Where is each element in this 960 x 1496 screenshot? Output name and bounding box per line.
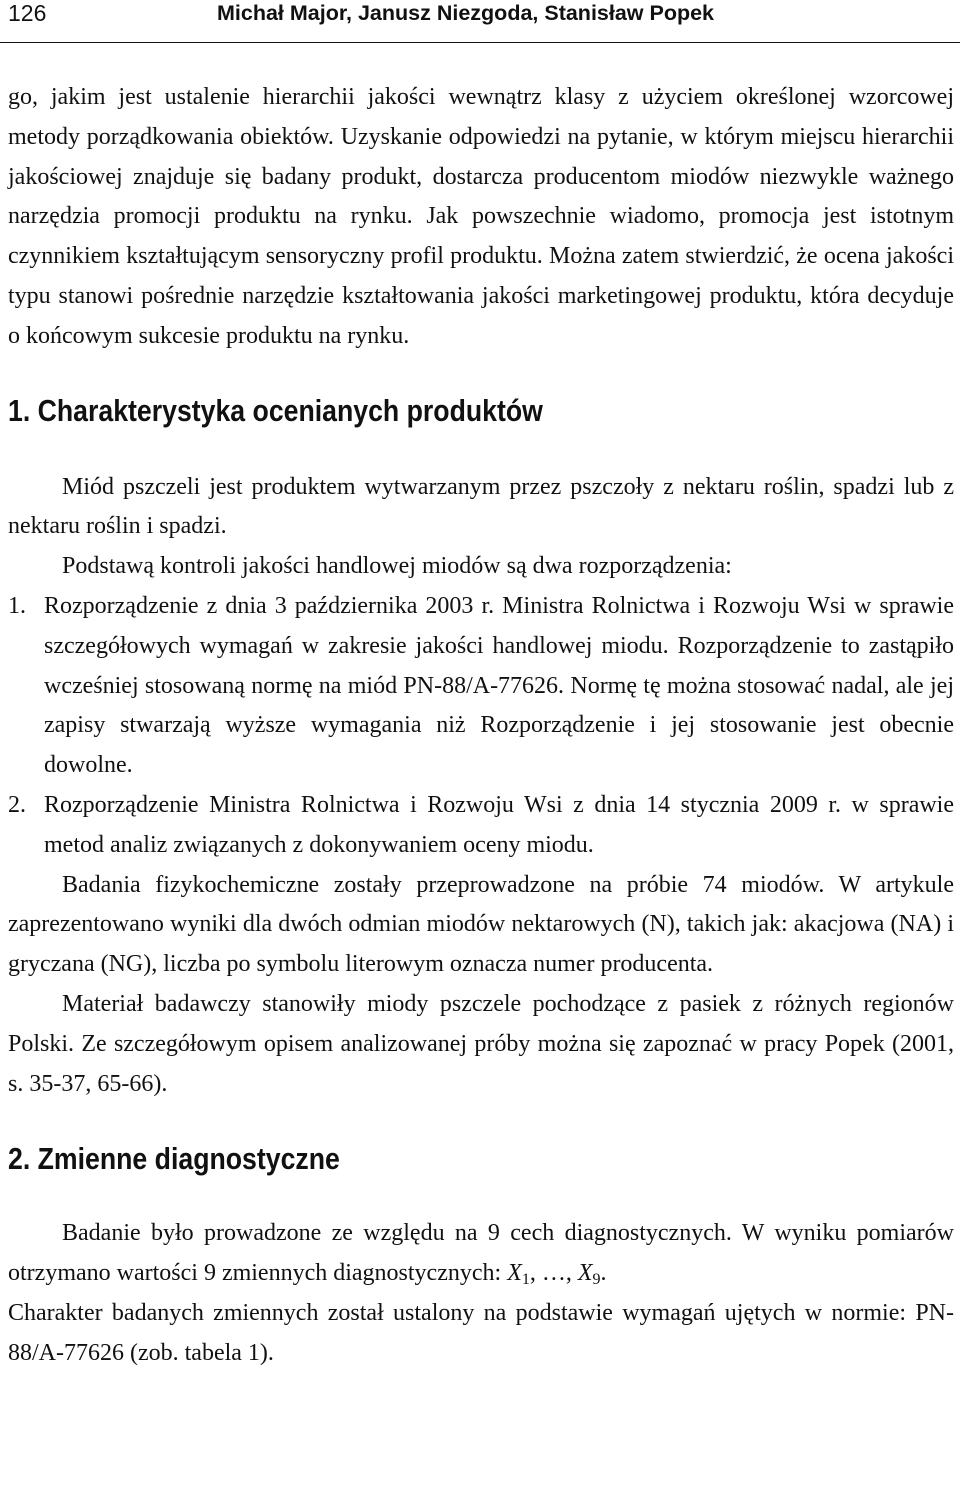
- page-number: 126: [8, 0, 47, 26]
- section-1-paragraph-1: Miód pszczeli jest produktem wytwarzanym przez pszczoły z nektaru roślin, spadzi lub z nektaru roślin i spadzi.: [8, 473, 954, 540]
- list-item-text: Rozporządzenie z dnia 3 października 2003 r. Ministra Rolnictwa i Rozwoju Wsi w sprawie szczegółowych wymagań w zakresie jakości handlowej miodu. Rozporządzenie to zastąpiło wcześniej stosowaną normę na miód PN-88/A-77626. Normę tę można stosować nadal, ale jej zapisy stwarzają wyższe wymagania niż Rozporządzenie i jej stosowanie jest obecnie dowolne.: [44, 592, 954, 779]
- section-2-paragraph-1-text: Badanie było prowadzone ze względu na 9 cech diagnostycznych. W wyniku pomiarów otrzymano wartości 9 zmiennych diagnostycznych:: [8, 1220, 954, 1287]
- section-1-paragraph-2: Podstawą kontroli jakości handlowej miodów są dwa rozporządzenia:: [62, 553, 732, 580]
- section-2-heading: 2. Zmienne diagnostyczne: [8, 1141, 340, 1177]
- regulations-list: [8, 587, 954, 866]
- intro-paragraph: go, jakim jest ustalenie hierarchii jakości wewnątrz klasy z użyciem określonej wzorcowej metody porządkowania obiektów. Uzyskanie odpowiedzi na pytanie, w którym miejscu hierarchii jakościowej znajduje się badany produkt, dostarcza producentom miodów niezwykle ważnego narzędzia promocji produktu na rynku. Jak powszechnie wiadomo, promocja jest istotnym czynnikiem kształtującym sensoryczny profil produktu. Można zatem stwierdzić, że ocena jakości typu stanowi pośrednie narzędzie kształtowania jakości marketingowej produktu, która decyduje o końcowym sukcesie produktu na rynku.: [8, 84, 954, 349]
- list-item: [8, 786, 954, 866]
- variable-subscript-last: 9: [592, 1271, 601, 1289]
- sentence-end: .: [600, 1260, 607, 1287]
- section-2-paragraph-1: [8, 1214, 954, 1294]
- list-item: [8, 587, 954, 786]
- variable-separator: , …,: [529, 1260, 578, 1287]
- variable-symbol-first: X: [507, 1260, 522, 1287]
- list-item-text: Rozporządzenie Ministra Rolnictwa i Rozwoju Wsi z dnia 14 stycznia 2009 r. w sprawie metod analiz związanych z dokonywaniem oceny miodu.: [44, 791, 954, 858]
- section-1-heading: 1. Charakterystyka ocenianych produktów: [8, 392, 543, 428]
- variable-subscript-first: 1: [521, 1271, 530, 1289]
- section-1-paragraph-3: Badania fizykochemiczne zostały przeprowadzone na próbie 74 miodów. W artykule zaprezentowano wyniki dla dwóch odmian miodów nektarowych (N), takich jak: akacjowa (NA) i gryczana (NG), liczba po symbolu literowym oznacza numer producenta.: [8, 871, 954, 978]
- page-header: [0, 0, 960, 43]
- running-head-authors: Michał Major, Janusz Niezgoda, Stanisław Popek: [217, 1, 715, 25]
- list-item-number: 2.: [8, 791, 26, 818]
- list-item-number: 1.: [8, 592, 26, 619]
- variable-symbol-last: X: [577, 1260, 593, 1287]
- section-2-paragraph-2: Charakter badanych zmiennych został ustalony na podstawie wymagań ujętych w normie: PN-88/A-77626 (zob. tabela 1).: [8, 1299, 954, 1366]
- section-1-paragraph-4: Materiał badawczy stanowiły miody pszczele pochodzące z pasiek z różnych regionów Polski. Ze szczegółowym opisem analizowanej próby można się zapoznać w pracy Popek (2001, s. 35-37, 65-66).: [8, 990, 954, 1097]
- page-body: [8, 78, 954, 1374]
